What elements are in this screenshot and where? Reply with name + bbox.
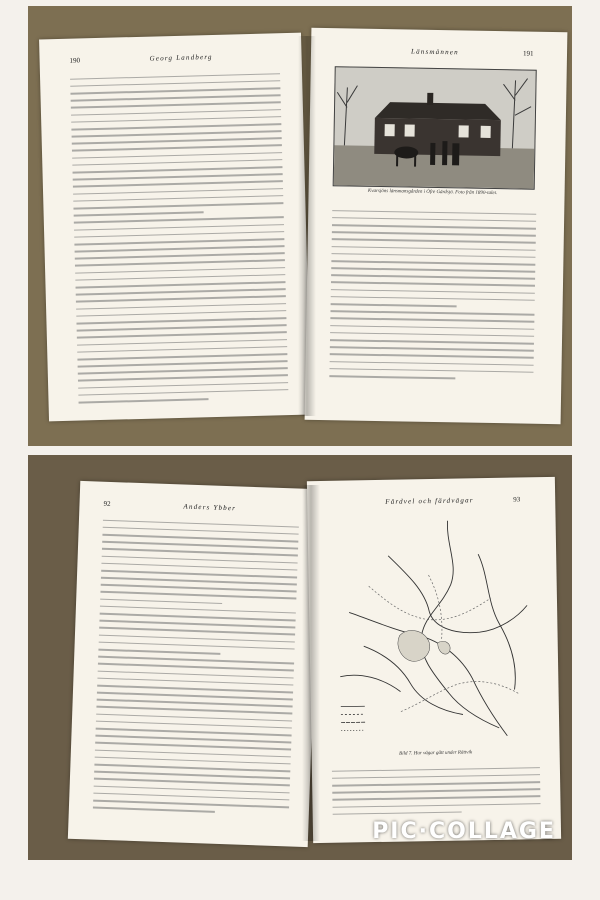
top-right-page — [305, 28, 568, 424]
running-head: Georg Landberg — [149, 52, 213, 63]
top-left-page — [39, 33, 311, 422]
page-number: 93 — [513, 495, 521, 504]
photo-caption: Kvarsjöns länsmansgården i Öfre Gärdsjö. Foto från 1890-talet. — [367, 188, 498, 197]
top-photo-panel — [28, 6, 572, 446]
bottom-left-page — [68, 481, 320, 847]
running-head: Färdvel och färdvägar — [385, 496, 474, 506]
body-text-block — [70, 67, 289, 403]
body-text-block — [329, 204, 536, 380]
pic-collage-watermark: PIC·COLLAGE — [372, 819, 556, 844]
page-number: 191 — [522, 49, 534, 58]
page-number: 190 — [69, 56, 81, 65]
page-number: 92 — [103, 499, 111, 508]
running-head: Anders Ybber — [183, 502, 237, 513]
book-spine-shadow — [298, 36, 316, 416]
bottom-right-page — [307, 477, 561, 843]
book-spine-shadow — [302, 485, 320, 841]
road-map-figure — [327, 513, 539, 749]
body-text-block — [93, 514, 299, 815]
farmhouse-photo — [333, 66, 537, 190]
bottom-photo-panel — [28, 455, 572, 860]
body-text-block — [332, 761, 541, 815]
running-head: Länsmännen — [410, 47, 459, 57]
map-caption: Bild 7. Hur vägar gått under Rättvik — [399, 750, 473, 757]
